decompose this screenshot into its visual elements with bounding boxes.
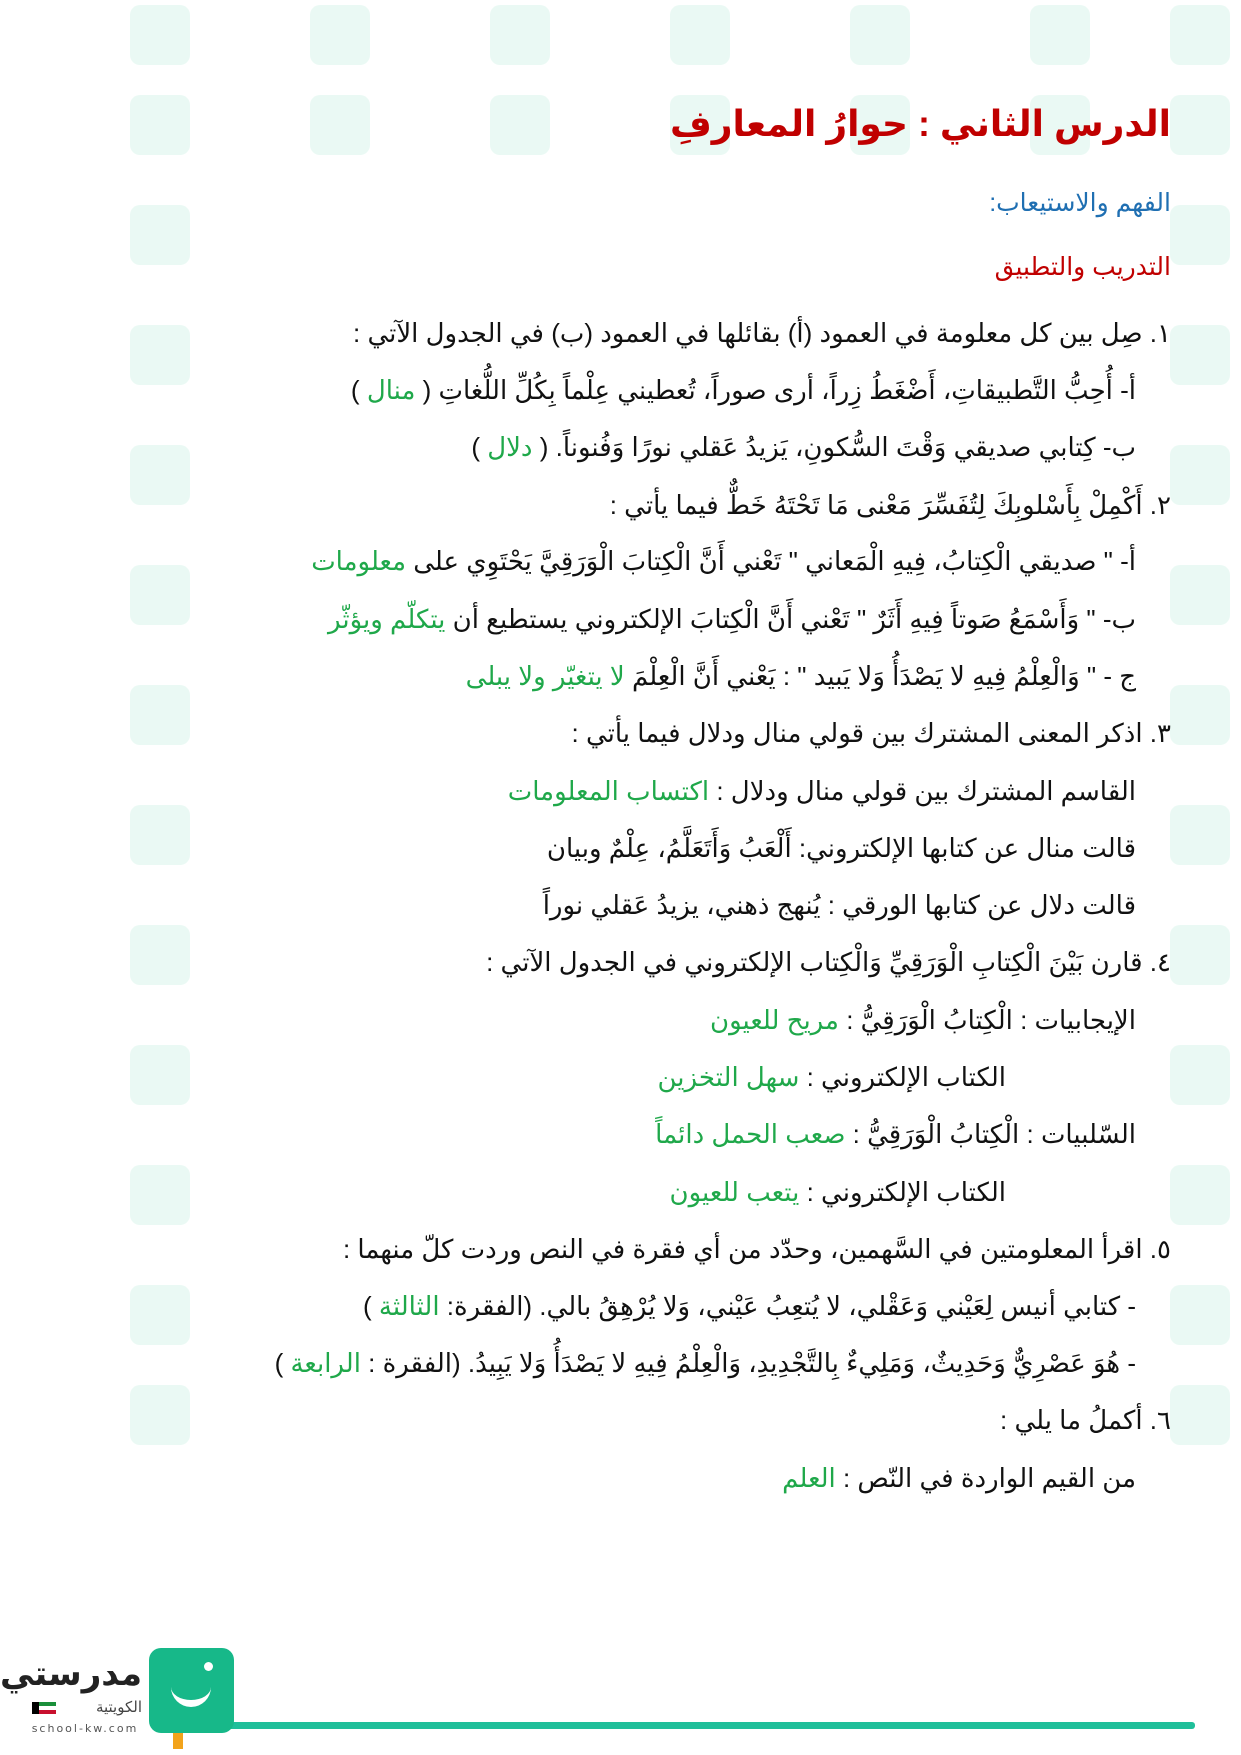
exercise-line: من القيم الواردة في النّص : العلم	[782, 1463, 1136, 1493]
answer-text: يتعب للعيون	[669, 1177, 800, 1207]
exercise-line: ٣. اذكر المعنى المشترك بين قولي منال ودلال فيما يأتي :	[571, 718, 1171, 748]
exercise-line: ٢. أَكْمِلْ بِأَسْلوبِكَ لِتُفَسِّرَ مَعْنى مَا تَحْتَهُ خَطٌّ فيما يأتي :	[609, 490, 1171, 520]
answer-text: منال	[366, 375, 416, 405]
exercise-line: ٦. أكملُ ما يلي :	[1000, 1405, 1171, 1435]
exercise-line: ٤. قارن بَيْنَ الْكِتابِ الْوَرَقِيِّ وَالْكِتاب الإلكتروني في الجدول الآتي :	[486, 947, 1171, 977]
answer-text: مريح للعيون	[710, 1005, 839, 1035]
exercise-line: السّلبيات : الْكِتابُ الْوَرَقِيُّ : صعب الحمل دائماً	[655, 1119, 1136, 1149]
answer-text: اكتساب المعلومات	[507, 776, 710, 806]
exercise-line: أ- " صديقي الْكِتابُ، فِيهِ الْمَعاني " تَعْني أَنَّ الْكِتابَ الْوَرَقِيَّ يَحْتَوِي على معلومات	[311, 546, 1136, 576]
school-logo	[0, 1648, 214, 1748]
practice-heading: التدريب والتطبيق	[994, 253, 1171, 281]
exercise-line: - كتابي أنيس لِعَيْني وَعَقْلي، لا يُتعِبُ عَيْني، وَلا يُرْهِقُ بالي. (الفقرة: الثالثة )	[363, 1291, 1136, 1321]
answer-text: الرابعة	[290, 1348, 361, 1378]
answer-text: يتكلّم ويؤثّر	[328, 604, 446, 634]
exercise-line: القاسم المشترك بين قولي منال ودلال : اكتساب المعلومات	[507, 776, 1136, 806]
logo-country: الكويتية	[95, 1699, 142, 1716]
exercise-line: ١. صِل بين كل معلومة في العمود (أ) بقائلها في العمود (ب) في الجدول الآتي :	[353, 318, 1171, 348]
logo-url: school-kw.com	[31, 1722, 139, 1735]
footer-divider	[225, 1722, 1195, 1729]
answer-text: معلومات	[311, 546, 407, 576]
answer-text: صعب الحمل دائماً	[655, 1119, 846, 1149]
comprehension-heading: الفهم والاستيعاب:	[989, 189, 1171, 217]
exercise-line: أ- أُحِبُّ التَّطبيقاتِ، أَضْغَطُ زِراً، أرى صوراً، تُعطيني عِلْماً بِكُلِّ اللُّغاتِ ( منال )	[350, 375, 1136, 405]
answer-text: العلم	[782, 1463, 836, 1493]
exercise-line: ب- " وَأَسْمَعُ صَوتاً فِيهِ أَثَرٌ " تَعْني أَنَّ الْكِتابَ الإلكتروني يستطيع أن يتكلّم ويؤثّر	[328, 604, 1136, 634]
exercise-line: الإيجابيات : الْكِتابُ الْوَرَقِيُّ : مريح للعيون	[710, 1005, 1136, 1035]
answer-text: لا يتغيّر ولا يبلى	[465, 661, 625, 691]
exercise-line: قالت منال عن كتابها الإلكتروني: أَلْعَبُ وَأَتَعَلَّمُ، عِلْمٌ وبيان	[546, 833, 1136, 863]
exercise-line: ب- كِتابي صديقي وَقْتَ السُّكونِ، يَزيدُ عَقلي نورًا وَفُنوناً. ( دلال )	[471, 432, 1136, 462]
logo-smile-icon	[149, 1648, 234, 1733]
exercise-line: الكتاب الإلكتروني : يتعب للعيون	[669, 1177, 1006, 1207]
logo-name: مدرستي	[0, 1655, 142, 1693]
answer-text: الثالثة	[378, 1291, 440, 1321]
exercise-line: - هُوَ عَصْرِيٌّ وَحَدِيثٌ، وَمَلِيءٌ بِالتَّجْدِيدِ، وَالْعِلْمُ فِيهِ لا يَصْدَأُ وَلا يَبِيدُ. (الفقرة : الرابعة )	[274, 1348, 1136, 1378]
answer-text: سهل التخزين	[657, 1062, 800, 1092]
exercise-line: الكتاب الإلكتروني : سهل التخزين	[657, 1062, 1006, 1092]
page-title: الدرس الثاني : حوارُ المعارفِ	[669, 103, 1171, 144]
answer-text: دلال	[487, 432, 533, 462]
exercise-line: قالت دلال عن كتابها الورقي : يُنهج ذهني، يزيدُ عَقلي نوراً	[542, 890, 1136, 920]
exercise-line: ج - " وَالْعِلْمُ فِيهِ لا يَصْدَأُ وَلا يَبيد " : يَعْني أَنَّ الْعِلْمَ لا يتغيّر ولا يبلى	[465, 661, 1136, 691]
exercise-line: ٥. اقرأ المعلومتين في السَّهمين، وحدّد من أي فقرة في النص وردت كلّ منهما :	[342, 1234, 1171, 1264]
